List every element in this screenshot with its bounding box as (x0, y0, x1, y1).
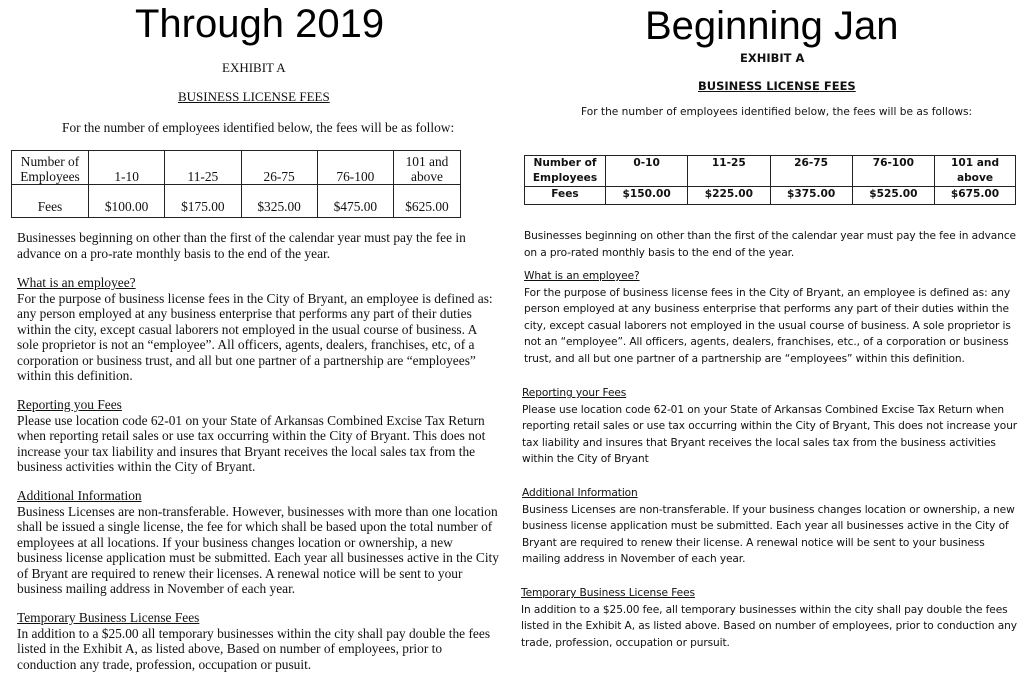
fees-title: BUSINESS LICENSE FEES (698, 79, 856, 93)
text-line: business mailing address in November of each year. (17, 581, 296, 596)
fees-table (11, 150, 461, 218)
table-cell: $100.00 (89, 185, 165, 218)
text-line: increase your tax liability and insures that Bryant receives the local sales tax from the (17, 443, 476, 459)
text-line: of Bryant are required to renew their licenses. A renewal notice will be sent to your (17, 565, 463, 581)
section-title: Temporary Business License Fees (17, 610, 200, 625)
table-cell: 26-75 (770, 156, 852, 187)
section-additional (17, 488, 499, 597)
heading: Beginning Jan (645, 4, 899, 48)
table-cell: 76-100 (852, 156, 934, 187)
table-cell: 11-25 (688, 156, 770, 187)
text-line: business license application must be submitted. Each year all businesses active in the City of (522, 520, 1009, 533)
section-temporary (17, 610, 490, 672)
section-title: What is an employee? (17, 275, 136, 290)
text-line: not an “employee”. All officers, agents, dealers, franchises, etc., of a corporation or business (524, 336, 1009, 349)
table-cell: Number of Employees (12, 151, 89, 185)
text-line: Business Licenses are non-transferable. However, businesses with more than one location (17, 503, 498, 519)
text-line: Businesses beginning on other than the first of the calendar year must pay the fee in advance (524, 230, 1016, 242)
table-cell: Fees (525, 187, 606, 205)
section-reporting (522, 385, 1017, 468)
text-line: on a pro-rated monthly basis to the end of the year. (524, 246, 795, 259)
text-line: In addition to a $25.00 fee, all temporary businesses within the city shall pay double the fees (521, 603, 1008, 616)
text-line: sole proprietor is not an “employee”. All officers, agents, dealers, franchises, etc, of a (17, 337, 475, 352)
text-line: mailing address in November of each year. (522, 553, 746, 566)
proration-paragraph (524, 228, 1016, 261)
text-line: employees at all locations. If your business changes location or ownership, a new (17, 534, 453, 550)
table-cell: 101 and above (394, 151, 461, 185)
section-title: What is an employee? (524, 270, 640, 282)
text-line: reporting retail sales or use tax occurring within the City of Bryant, This does not increase your (522, 420, 1018, 433)
table-cell: $475.00 (317, 185, 393, 218)
text-line: when reporting retail sales or use tax occurring within the City of Bryant. This does not (17, 428, 486, 443)
table-cell: $225.00 (688, 187, 770, 205)
text-line: corporation or business trust, and all but one partner of a partnership are “employees” (17, 352, 476, 368)
document-beginning-jan (512, 0, 1024, 688)
table-cell: $175.00 (165, 185, 241, 218)
table-cell: 0-10 (606, 156, 688, 187)
text-line: listed in the Exhibit A, as listed above. Based on number of employees, prior to conduction any (521, 620, 1017, 633)
table-cell: Fees (12, 185, 89, 218)
section-title: Additional Information (522, 487, 638, 499)
text-line: Bryant are required to renew their license. A renewal notice will be sent to your business (522, 536, 985, 549)
fees-title: BUSINESS LICENSE FEES (178, 89, 330, 104)
exhibit-label: EXHIBIT A (740, 51, 805, 65)
heading: Through 2019 (135, 2, 385, 46)
table-cell: Number of Employees (525, 156, 606, 187)
section-title: Temporary Business License Fees (521, 587, 695, 599)
exhibit-label: EXHIBIT A (222, 60, 286, 75)
table-cell: $325.00 (241, 185, 317, 218)
text-line: business activities within the City of Bryant. (17, 459, 256, 474)
text-line: Please use location code 62-01 on your State of Arkansas Combined Excise Tax Return when (522, 403, 1005, 416)
text-line: within the City of Bryant (522, 453, 649, 466)
text-line: city, except casual laborers not employed in the usual course of business. A sole proprietor is (524, 319, 1011, 332)
text-line: advance on a pro-rate monthly basis to the end of the year. (17, 245, 331, 261)
text-line: trade, profession, occupation or pursuit. (521, 636, 730, 649)
fees-table (524, 155, 1016, 205)
section-reporting (17, 397, 485, 475)
table-cell: $375.00 (770, 187, 852, 205)
text-line: within the city, except casual laborers not employed in the usual course of business. A (17, 321, 478, 337)
text-line: business license application must be submitted. Each year all businesses active in the City (17, 550, 499, 565)
section-title: Reporting your Fees (522, 387, 627, 399)
proration-paragraph (17, 230, 466, 261)
text-line: person employed at any business enterprise that performs any part of their duties within the (524, 303, 1009, 316)
section-temporary (521, 585, 1017, 651)
text-line: Please use location code 62-01 on your State of Arkansas Combined Excise Tax Return (17, 412, 485, 428)
table-cell: 11-25 (165, 151, 241, 185)
section-title: Reporting you Fees (17, 397, 122, 412)
table-cell: $675.00 (935, 187, 1016, 205)
intro-text: For the number of employees identified below, the fees will be as follow: (62, 120, 455, 135)
text-line: any person employed at any business enterprise that performs any part of their duties (17, 306, 472, 321)
text-line: shall be issued a single license, the fee for which shall be based upon the total number of (17, 519, 493, 534)
table-cell: $150.00 (606, 187, 688, 205)
text-line: listed in the Exhibit A, as listed above, Based on number of employees, prior to (17, 641, 443, 656)
text-line: within this definition. (17, 368, 133, 383)
intro-text: For the number of employees identified below, the fees will be as follows: (581, 106, 973, 118)
text-line: Businesses beginning on other than the first of the calendar year must pay the fee in (17, 230, 466, 245)
table-cell: $625.00 (394, 185, 461, 218)
text-line: For the purpose of business license fees in the City of Bryant, an employee is defined as: any (524, 286, 1010, 299)
table-cell: 76-100 (317, 151, 393, 185)
text-line: In addition to a $25.00 all temporary businesses within the city shall pay double the fees (17, 625, 491, 641)
text-line: Business Licenses are non-transferable. If your business changes location or ownership, a new (522, 503, 1015, 516)
text-line: conduction any trade, profession, occupation or pusuit. (17, 656, 312, 672)
section-employee (17, 275, 493, 384)
table-cell: 1-10 (89, 151, 165, 185)
section-title: Additional Information (17, 488, 142, 503)
text-line: trust, and all but one partner of a partnership are “employees” within this definition. (524, 352, 965, 365)
section-additional (522, 485, 1015, 568)
table-row (12, 185, 461, 218)
section-employee (524, 268, 1011, 368)
text-line: For the purpose of business license fees in the City of Bryant, an employee is defined as: (17, 290, 493, 306)
table-row (525, 156, 1016, 187)
table-cell: 26-75 (241, 151, 317, 185)
table-row (525, 187, 1016, 205)
table-cell: $525.00 (852, 187, 934, 205)
text-line: tax liability and insures that Bryant receives the local sales tax from the business activities (522, 436, 996, 449)
table-cell: 101 and above (935, 156, 1016, 187)
table-row (12, 151, 461, 185)
